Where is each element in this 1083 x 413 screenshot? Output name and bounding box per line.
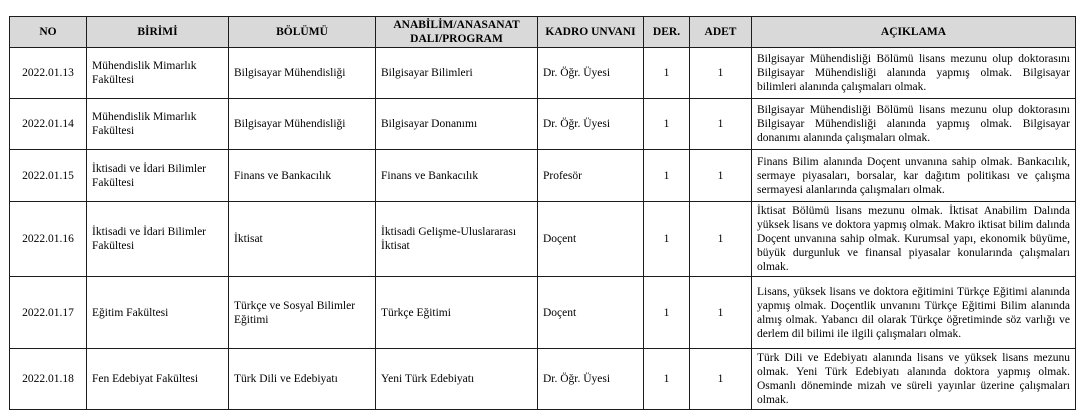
table-row	[10, 99, 1076, 150]
cell-bolumu: Finans ve Bankacılık	[229, 150, 376, 202]
cell-no: 2022.01.17	[10, 277, 87, 349]
cell-bolumu: İktisat	[229, 202, 376, 277]
cell-birimi: Eğitim Fakültesi	[87, 277, 229, 349]
cell-der: 1	[644, 150, 690, 202]
cell-aciklama: Türk Dili ve Edebiyatı alanında lisans ve yüksek lisans mezunu olmak. Yeni Türk Edebiyatı alanında doktora yapmış olmak. Osmanlı döneminde mizah ve süreli yayınlar üzerine çalışmaları olmak.	[752, 349, 1076, 410]
cell-der: 1	[644, 202, 690, 277]
cell-aciklama: Lisans, yüksek lisans ve doktora eğitimini Türkçe Eğitimi alanında yapmış olmak. Doçentlik unvanını Türkçe Eğitimi Bilim alanında almış olmak. Yabancı dil olarak Türkçe öğretiminde söz varlığı ve derlem dil bilimi ile ilgili çalışmaları olmak.	[752, 277, 1076, 349]
cell-unvan: Doçent	[538, 202, 644, 277]
table-body	[10, 48, 1076, 410]
table-row	[10, 48, 1076, 99]
cell-anabilim: Bilgisayar Donanımı	[376, 99, 538, 150]
cell-adet: 1	[690, 150, 752, 202]
cell-birimi: Mühendislik Mimarlık Fakültesi	[87, 99, 229, 150]
cell-der: 1	[644, 349, 690, 410]
cell-anabilim: Finans ve Bankacılık	[376, 150, 538, 202]
cell-birimi: İktisadi ve İdari Bilimler Fakültesi	[87, 202, 229, 277]
cell-birimi: Fen Edebiyat Fakültesi	[87, 349, 229, 410]
cell-unvan: Dr. Öğr. Üyesi	[538, 99, 644, 150]
cell-der: 1	[644, 48, 690, 99]
cell-no: 2022.01.13	[10, 48, 87, 99]
table-row	[10, 202, 1076, 277]
col-header-no: NO	[10, 17, 87, 48]
cell-no: 2022.01.15	[10, 150, 87, 202]
cell-aciklama: İktisat Bölümü lisans mezunu olmak. İktisat Anabilim Dalında yüksek lisans ve doktora yapmış olmak. Makro iktisat bilim dalında Doçent unvanına sahip olmak. Kurumsal yapı, ekonomik büyüme, büyük durgunluk ve finansal piyasalar konularında çalışmaları olmak.	[752, 202, 1076, 277]
table-row	[10, 349, 1076, 410]
cell-bolumu: Bilgisayar Mühendisliği	[229, 48, 376, 99]
col-header-bolumu: BÖLÜMÜ	[229, 17, 376, 48]
cell-adet: 1	[690, 349, 752, 410]
cell-aciklama: Bilgisayar Mühendisliği Bölümü lisans mezunu olup doktorasını Bilgisayar Mühendisliği alanında yapmış olmak. Bilgisayar donanımı alanında çalışmaları olmak.	[752, 99, 1076, 150]
cell-bolumu: Türk Dili ve Edebiyatı	[229, 349, 376, 410]
cell-anabilim: Yeni Türk Edebiyatı	[376, 349, 538, 410]
cell-der: 1	[644, 277, 690, 349]
cell-bolumu: Türkçe ve Sosyal Bilimler Eğitimi	[229, 277, 376, 349]
cell-aciklama: Bilgisayar Mühendisliği Bölümü lisans mezunu olup doktorasını Bilgisayar Mühendisliği alanında yapmış olmak. Bilgisayar bilimleri alanında çalışmaları olmak.	[752, 48, 1076, 99]
header-row	[10, 17, 1076, 48]
col-header-adet: ADET	[690, 17, 752, 48]
cell-anabilim: Türkçe Eğitimi	[376, 277, 538, 349]
cell-adet: 1	[690, 277, 752, 349]
col-header-anabilim: ANABİLİM/ANASANAT DALI/PROGRAM	[376, 17, 538, 48]
cell-aciklama: Finans Bilim alanında Doçent unvanına sahip olmak. Bankacılık, sermaye piyasaları, borsalar, kar dağıtım politikası ve çalışma sermayesi alanlarında çalışmaları olmak.	[752, 150, 1076, 202]
table-row	[10, 150, 1076, 202]
cell-birimi: İktisadi ve İdari Bilimler Fakültesi	[87, 150, 229, 202]
cell-adet: 1	[690, 202, 752, 277]
col-header-der: DER.	[644, 17, 690, 48]
col-header-unvan: KADRO UNVANI	[538, 17, 644, 48]
cell-adet: 1	[690, 99, 752, 150]
cell-unvan: Dr. Öğr. Üyesi	[538, 48, 644, 99]
cell-birimi: Mühendislik Mimarlık Fakültesi	[87, 48, 229, 99]
academic-positions-table	[9, 16, 1076, 410]
cell-der: 1	[644, 99, 690, 150]
cell-anabilim: Bilgisayar Bilimleri	[376, 48, 538, 99]
cell-no: 2022.01.16	[10, 202, 87, 277]
cell-adet: 1	[690, 48, 752, 99]
cell-unvan: Dr. Öğr. Üyesi	[538, 349, 644, 410]
col-header-aciklama: AÇIKLAMA	[752, 17, 1076, 48]
cell-no: 2022.01.14	[10, 99, 87, 150]
cell-no: 2022.01.18	[10, 349, 87, 410]
cell-anabilim: İktisadi Gelişme-Uluslararası İktisat	[376, 202, 538, 277]
cell-unvan: Profesör	[538, 150, 644, 202]
cell-bolumu: Bilgisayar Mühendisliği	[229, 99, 376, 150]
col-header-birimi: BİRİMİ	[87, 17, 229, 48]
table-row	[10, 277, 1076, 349]
cell-unvan: Doçent	[538, 277, 644, 349]
